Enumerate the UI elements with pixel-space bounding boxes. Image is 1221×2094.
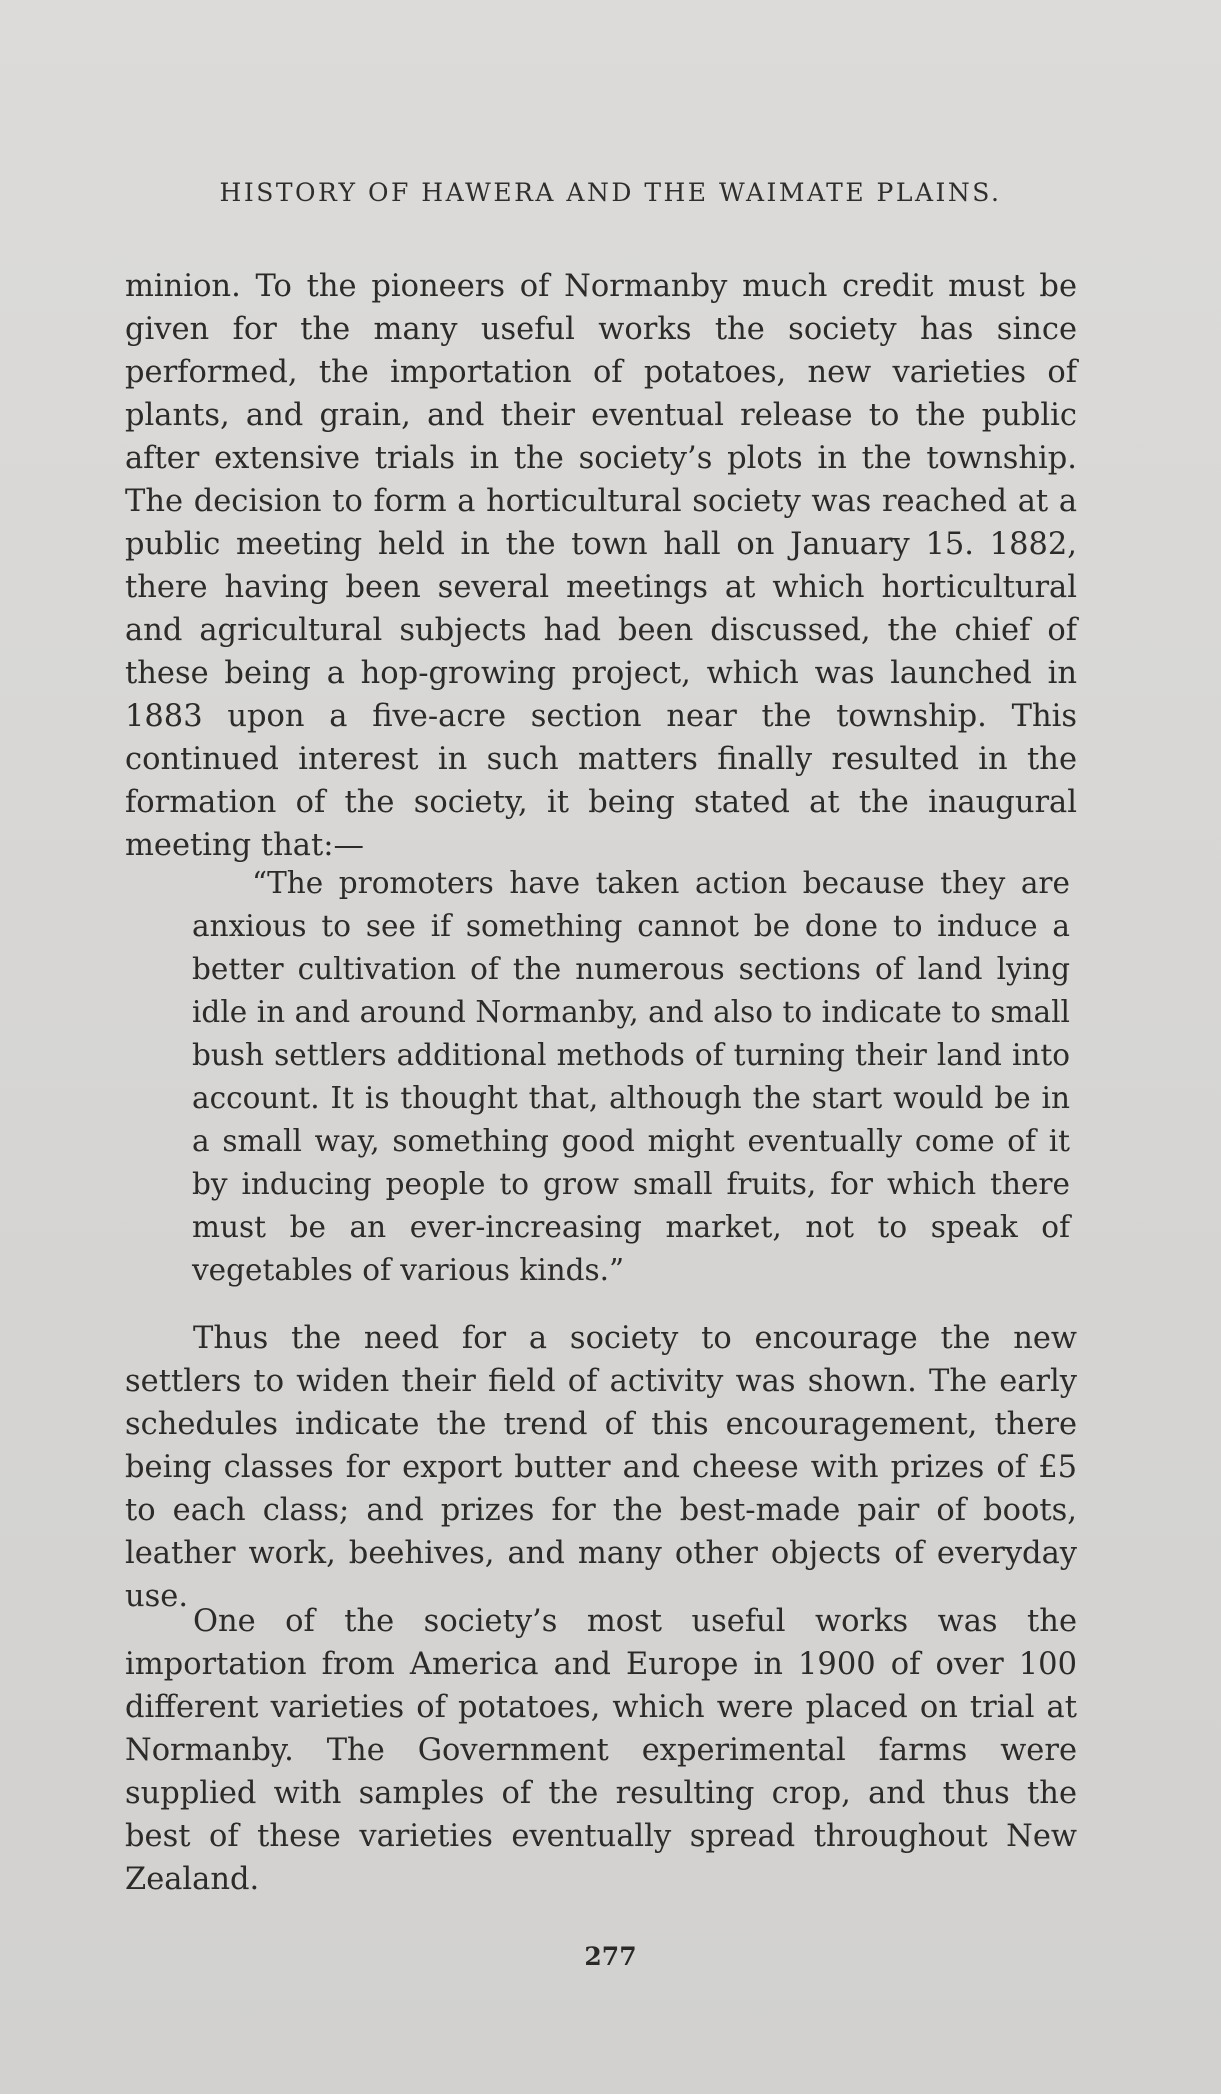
block-quote: “The promoters have taken action because they are anxious to see if something cannot be done to induce a better cultivation of the numerous sections of land lying idle in and around Normanby, and also to indicate to small bush settlers additional methods of turning their land into account. It is thought that, although the start would be in a small way, something good might eventually come of it by inducing people to grow small fruits, for which there must be an ever-increasing market, not to speak of vegetables of various kinds.” xyxy=(192,866,1070,1287)
paragraph-potato-importation: One of the society’s most useful works was the importation from America and Europe in 1900 of over 100 different varieties of potatoes, which were placed on trial at Normanby. The Government experimental farms were supplied with samples of the resulting crop, and thus the best of these varieties eventually spread throughout New Zealand. xyxy=(125,1604,1077,1897)
running-head: HISTORY OF HAWERA AND THE WAIMATE PLAINS. xyxy=(219,178,1002,207)
paragraph-continuation: minion. To the pioneers of Normanby much credit must be given for the many useful works the society has since performed, the importation of potatoes, new varieties of plants, and grain, and their eventual release to the public after extensive trials in the society’s plots in the township. The decision to form a horticultural society was reached at a public meeting held in the town hall on January 15. 1882, there having been several meetings at which horticultural and agricultural subjects had been discussed, the chief of these being a hop-growing project, which was launched in 1883 upon a five-acre section near the township. This continued interest in such matters finally resulted in the formation of the society, it being stated at the inaugural meeting that:— xyxy=(125,269,1077,863)
page-number: 277 xyxy=(584,1942,637,1971)
paragraph-society-need: Thus the need for a society to encourage the new settlers to widen their field of activity was shown. The early schedules indicate the trend of this encouragement, there being classes for export butter and cheese with prizes of £5 to each class; and prizes for the best-made pair of boots, leather work, beehives, and many other objects of everyday use. xyxy=(125,1321,1077,1614)
